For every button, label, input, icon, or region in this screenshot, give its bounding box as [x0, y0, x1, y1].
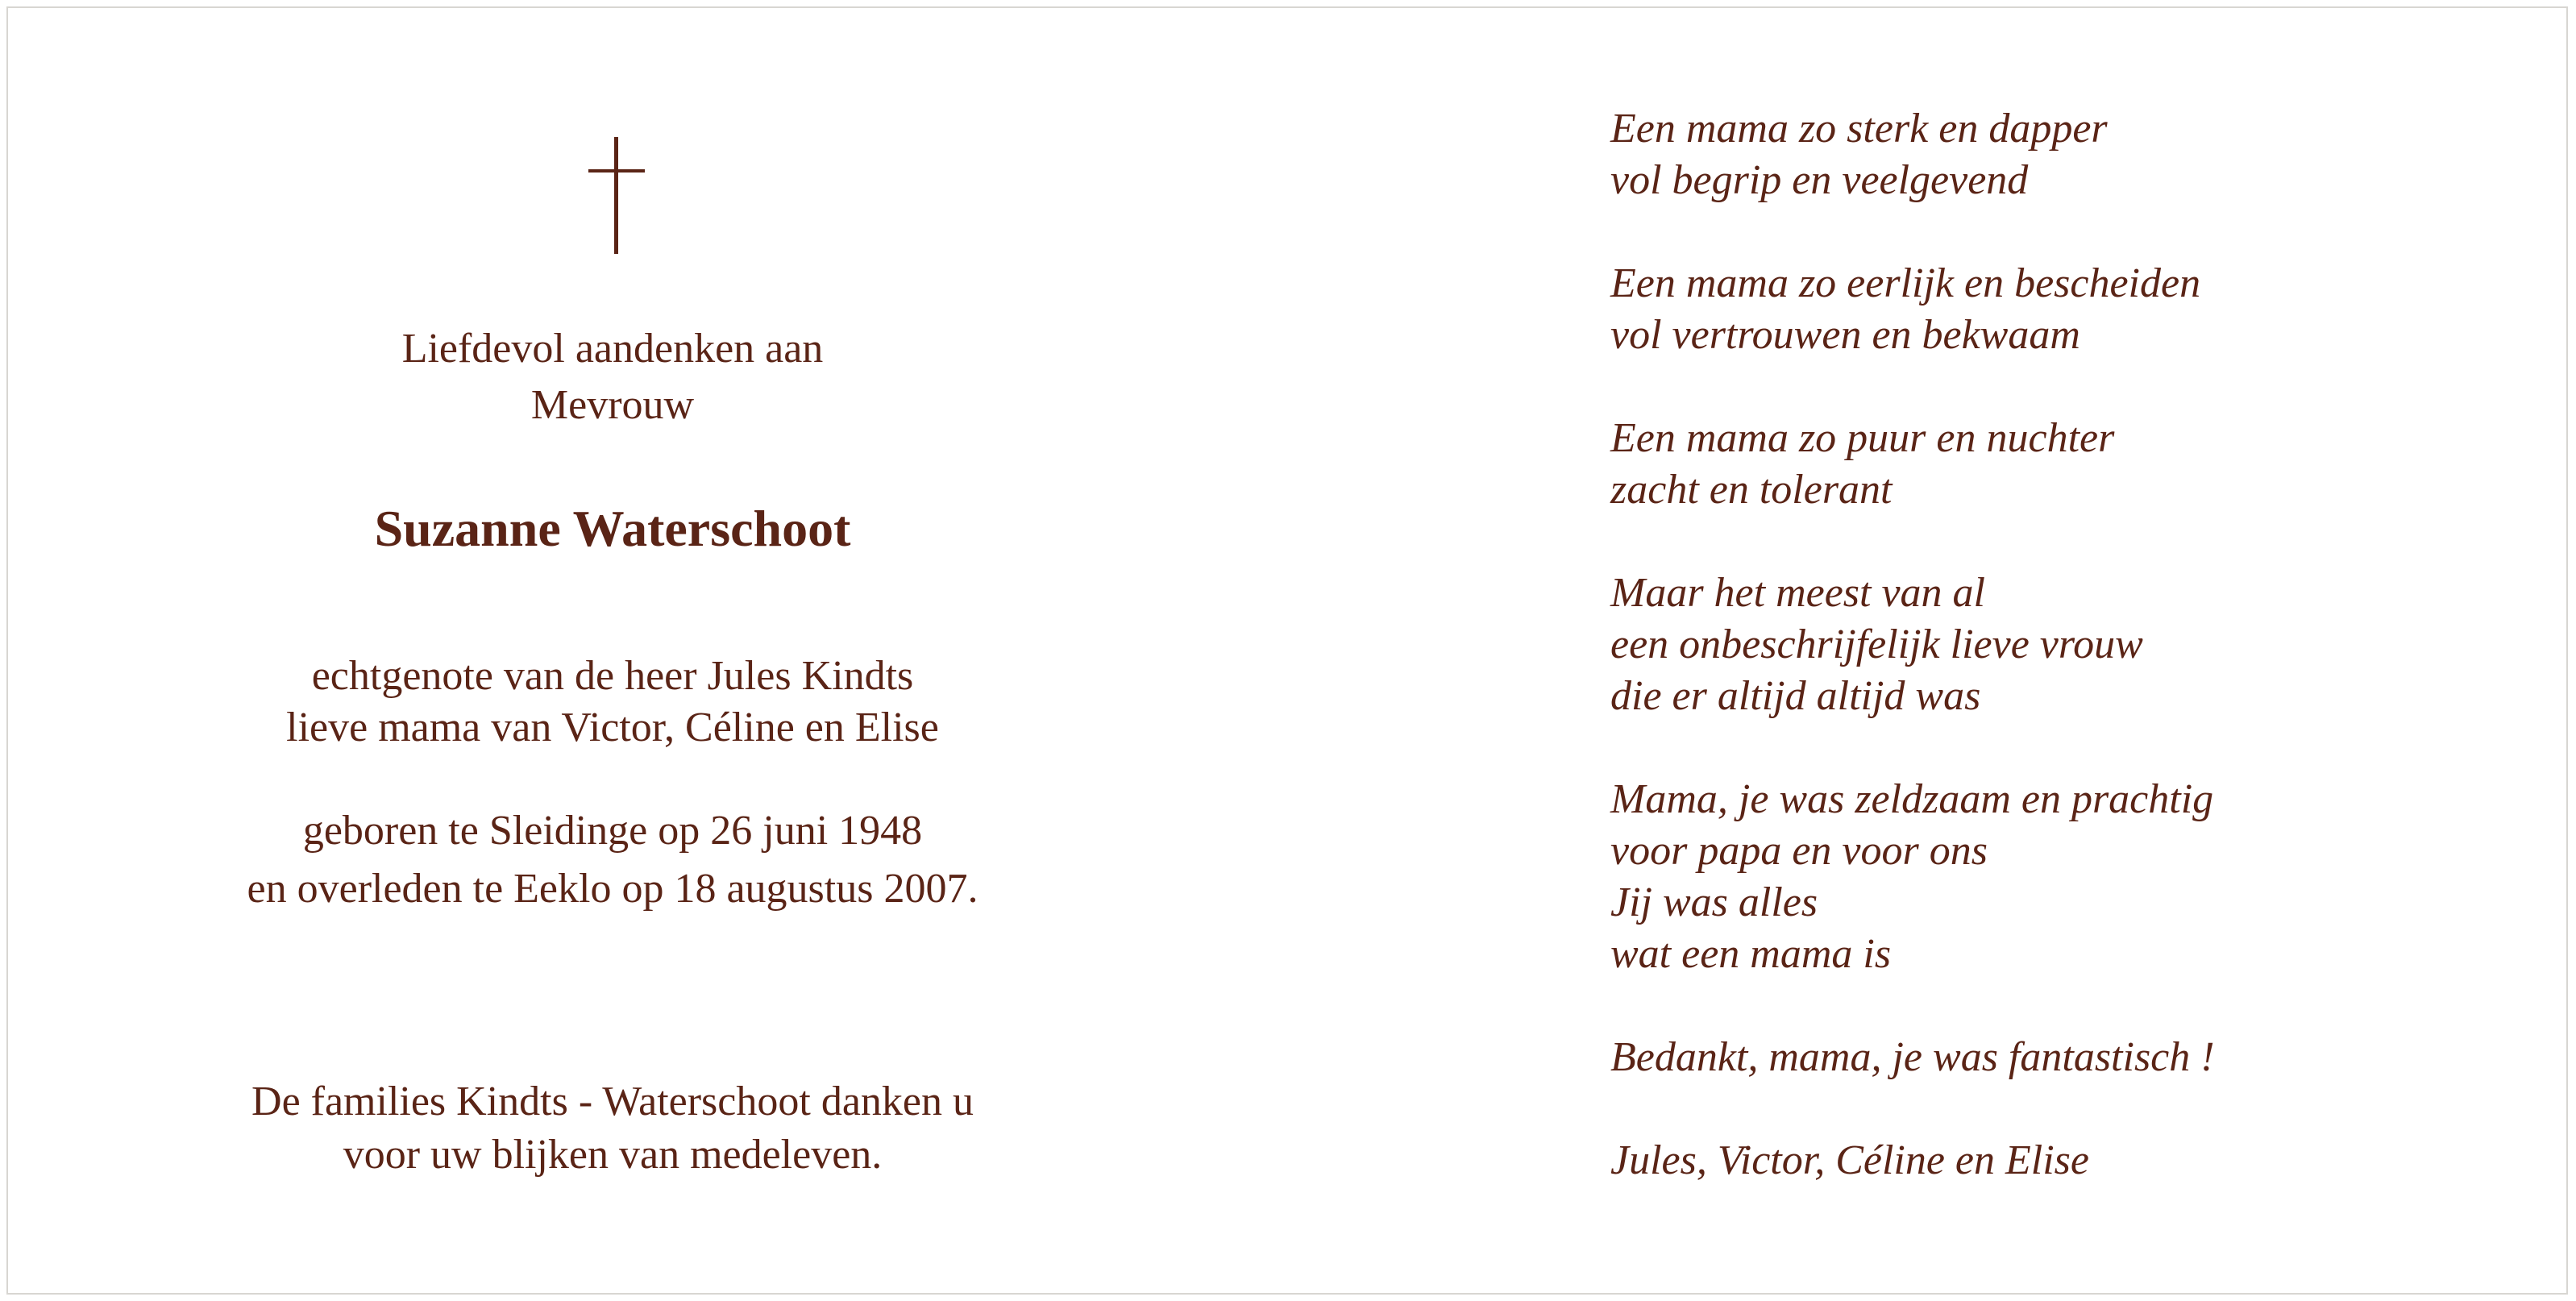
poem-line: wat een mama is: [1610, 931, 1892, 977]
poem-line: Een mama zo eerlijk en bescheiden: [1610, 260, 2201, 306]
poem-line: die er altijd altijd was: [1610, 673, 1981, 719]
poem-stanza: [1610, 258, 2537, 361]
poem-line: zacht en tolerant: [1610, 467, 1893, 513]
dates-line-1: geboren te Sleidinge op 26 juni 1948: [302, 808, 923, 854]
poem-line: Maar het meest van al: [1610, 570, 1986, 616]
poem: [1610, 103, 2537, 1238]
poem-signature: [1610, 1135, 2537, 1187]
poem-stanza: [1610, 103, 2537, 206]
poem-stanza: [1610, 774, 2537, 980]
poem-line: vol begrip en veelgevend: [1610, 157, 2029, 203]
intro-line-2: Mevrouw: [530, 382, 695, 428]
deceased-name: Suzanne Waterschoot: [374, 500, 851, 557]
thanks-line-2: voor uw blijken van medeleven.: [343, 1132, 883, 1178]
poem-line: Mama, je was zeldzaam en prachtig: [1610, 776, 2214, 822]
memorial-card: [6, 6, 2568, 1295]
poem-line: Jij was alles: [1610, 879, 1818, 925]
poem-stanza: [1610, 567, 2537, 722]
thanks-line-1: De families Kindts - Waterschoot danken u: [251, 1079, 974, 1124]
left-panel: [8, 8, 1217, 1293]
poem-line: vol vertrouwen en bekwaam: [1610, 312, 2080, 358]
poem-line: Bedankt, mama, je was fantastisch !: [1610, 1034, 2215, 1080]
poem-stanza: [1610, 1032, 2537, 1083]
poem-line: voor papa en voor ons: [1610, 828, 1988, 874]
relation-line-2: lieve mama van Victor, Céline en Elise: [286, 705, 939, 750]
dates-line-2: en overleden te Eeklo op 18 augustus 2007.: [247, 866, 978, 912]
relation-line-1: echtgenote van de heer Jules Kindts: [311, 653, 914, 699]
poem-line: een onbeschrijfelijk lieve vrouw: [1610, 621, 2143, 667]
poem-line: Een mama zo sterk en dapper: [1610, 106, 2108, 152]
intro-line-1: Liefdevol aandenken aan: [401, 326, 824, 372]
poem-line: Een mama zo puur en nuchter: [1610, 415, 2115, 461]
cross-icon: [588, 137, 645, 258]
poem-line: Jules, Victor, Céline en Elise: [1610, 1137, 2089, 1183]
poem-stanza: [1610, 413, 2537, 516]
